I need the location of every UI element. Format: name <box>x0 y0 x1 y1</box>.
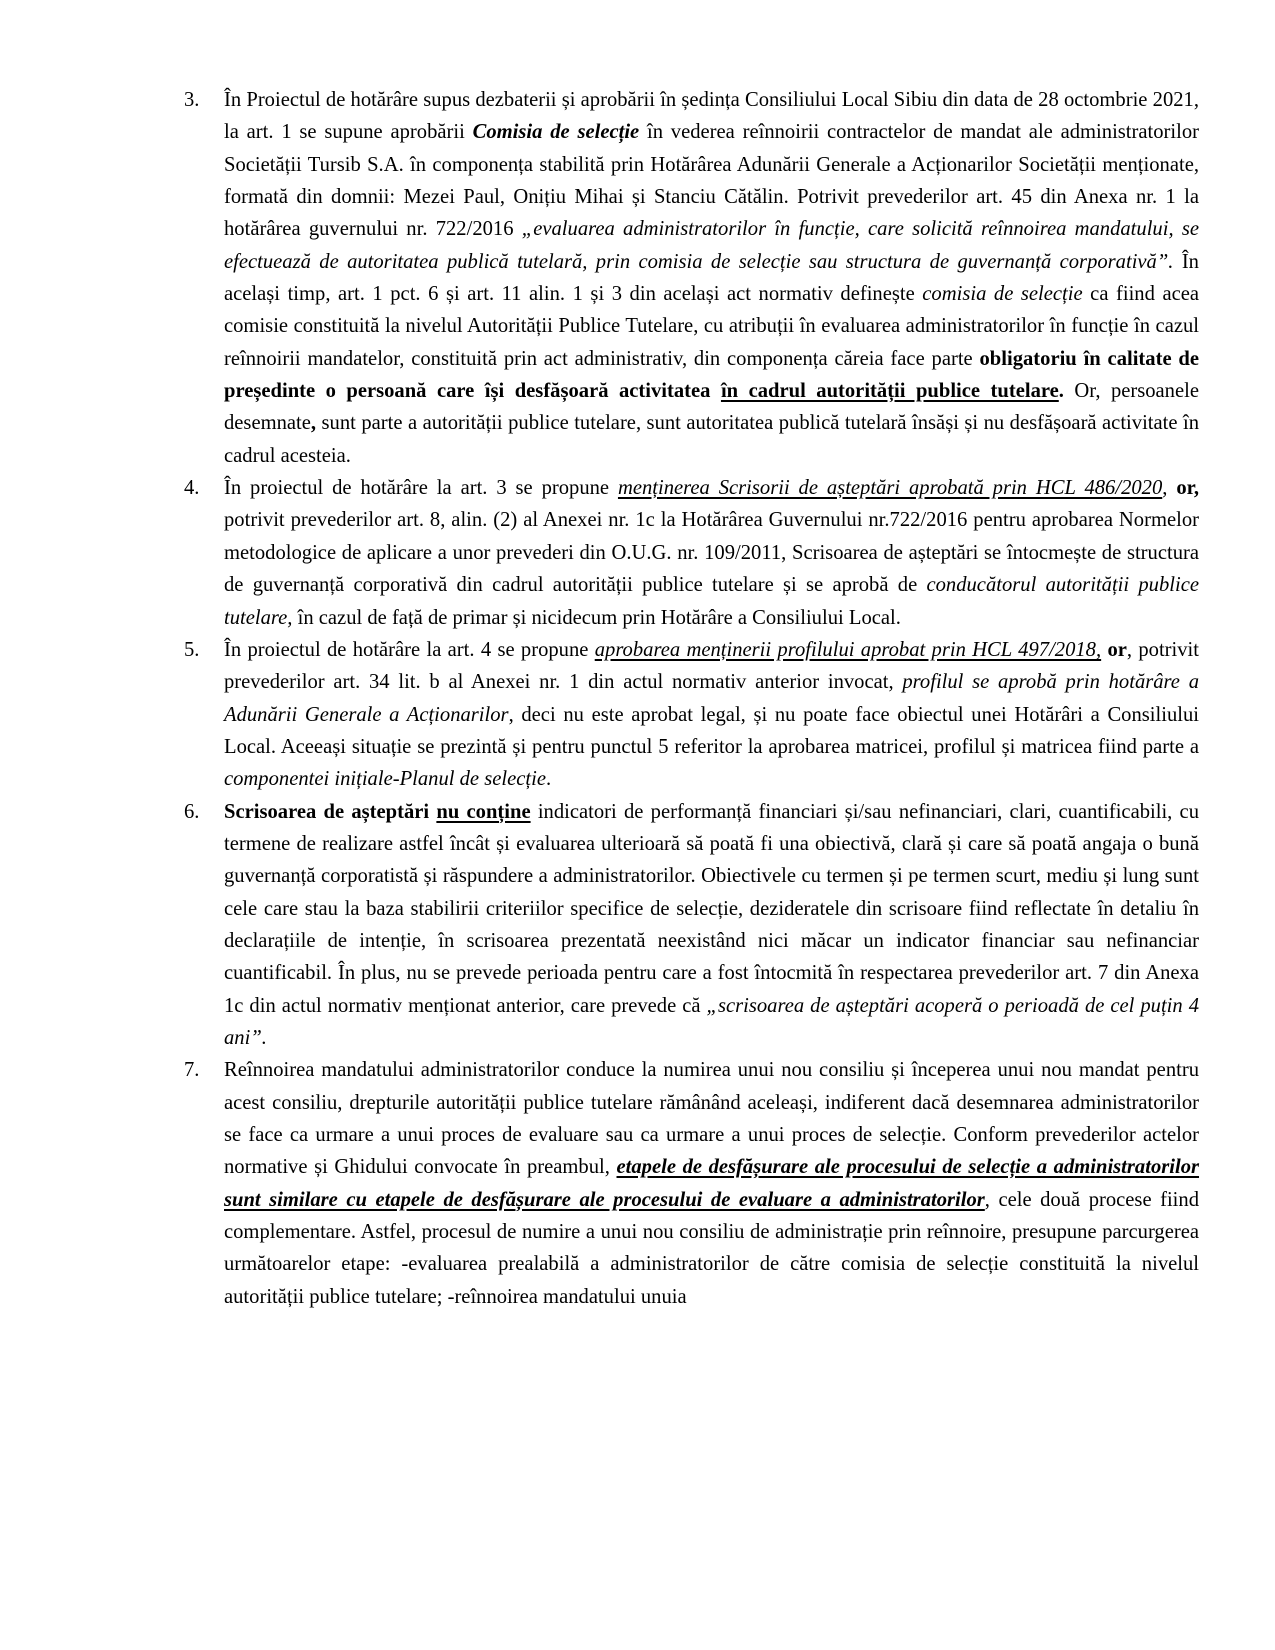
item-text-run: Comisia de selecție <box>472 121 640 144</box>
numbered-paragraph-list <box>184 84 1200 1313</box>
item-text-run: obligatoriu în calitate de președinte o persoană care își desfășoară activitatea <box>224 347 1199 403</box>
list-item <box>184 472 1200 634</box>
item-number: 3. <box>184 89 200 111</box>
item-text-run: . <box>545 768 552 791</box>
item-text-run: , <box>310 412 317 435</box>
item-text-run: etapele de desfășurare ale procesului de selecție a administratorilor sunt similare cu etapele de desfășurare ale procesului de evaluare a administratorilor <box>224 1156 1200 1211</box>
list-item <box>184 796 1199 1055</box>
item-text-run: în vederea reînnoirii contractelor de mandat ale administratorilor Societății Tursib S.A. în componența stabilită prin Hotărârea Adunării Generale a Acționarilor Societății menționate, formată din domnii: Mezei Paul, Onițiu Mihai și Stanciu Cătălin. Potrivit prevederilor art. 45 din Anexa nr. 1 la hotărârea guvernului nr. 722/2016 <box>224 121 1200 241</box>
list-item <box>184 1054 1200 1313</box>
item-number: 7. <box>184 1059 200 1082</box>
item-text-run: „evaluarea administratorilor în funcție, care solicită reînnoirea mandatului, se efectuează de autoritatea publică tutelară, prin comisia de selecție sau structura de guvernanță corporativă”. <box>224 218 1199 273</box>
item-text-run: menținerea Scrisorii de așteptări aprobată prin HCL 486/2020 <box>617 477 1163 500</box>
item-text-run: ca fiind acea comisie constituită la nivelul Autorității Publice Tutelare, cu atribuții în evaluarea administratorilor în funcție în cazul reînnoirii mandatelor, constituită prin act administrativ, din componența căreia face parte <box>224 283 1200 370</box>
item-text-run: În proiectul de hotărâre la art. 4 se propune <box>224 638 595 661</box>
list-item <box>184 84 1200 472</box>
item-text-run: , deci nu este aprobat legal, și nu poate face obiectul unei Hotărâri a Consiliului Local. Aceeași situație se prezintă și pentru punctul 5 referitor la aprobarea matricei, profilul și matricea fiind parte a <box>224 703 1199 758</box>
item-text-run: . <box>1058 380 1064 403</box>
item-number: 5. <box>184 638 200 661</box>
item-text-run: potrivit prevederilor art. 8, alin. (2) al Anexei nr. 1c la Hotărârea Guvernului nr.722/2016 pentru aprobarea Normelor metodologice de aplicare a unor prevederi din O.U.G. nr. 109/2011, Scrisoarea de așteptări se întocmește de structura de guvernanță corporativă din cadrul autorității publice tutelare și se aprobă de <box>224 509 1199 597</box>
item-text-run: conducătorul autorității publice tutelare, <box>224 574 1199 629</box>
item-text-run: , potrivit prevederilor art. 34 lit. b al Anexei nr. 1 din actul normativ anterior invocat, <box>224 638 1199 694</box>
item-text-run: În Proiectul de hotărâre supus dezbaterii și aprobării în ședința Consiliului Local Sibiu din data de 28 octombrie 2021, la art. 1 se supune aprobării <box>224 89 1199 144</box>
item-text-run: componentei inițiale-Planul de selecție <box>224 768 546 791</box>
item-number: 4. <box>184 477 200 500</box>
item-text-run: comisia de selecție <box>922 283 1083 306</box>
item-text-run: sunt parte a autorității publice tutelare, sunt autoritatea publică tutelară însăși și nu desfășoară activitate în cadrul acesteia. <box>224 412 1199 467</box>
item-text-run: Reînnoirea mandatului administratorilor conduce la numirea unui nou consiliu și începerea unui nou mandat pentru acest consiliu, drepturile autorității publice tutelare rămânând aceleași, indiferent dacă desemnarea administratorilor se face ca urmare a unui proces de evaluare sau ca urmare a unui proces de selecție. Conform prevederilor actelor normative și Ghidului convocate în preambul, <box>224 1059 1199 1179</box>
item-text-run: nu conține <box>436 800 531 823</box>
item-text-run: Scrisoarea de așteptări <box>224 800 437 823</box>
item-text-run: „scrisoarea de așteptări acoperă o perioadă de cel puțin 4 ani”. <box>224 994 1199 1049</box>
item-text-run: profilul se aprobă prin hotărâre a Adunării Generale a Acționarilor <box>224 671 1199 726</box>
item-text-run: Or, persoanele desemnate <box>224 380 1199 435</box>
item-text-run: în cadrul autorității publice tutelare <box>720 380 1059 403</box>
item-text-run: , <box>1162 477 1177 500</box>
item-text-run: or, <box>1176 477 1200 500</box>
item-text-run: În același timp, art. 1 pct. 6 și art. 11 alin. 1 și 3 din același act normativ definește <box>224 250 1199 306</box>
item-text-run: în cazul de față de primar și nicidecum prin Hotărâre a Consiliului Local. <box>292 606 901 629</box>
item-text-run: aprobarea menținerii profilului aprobat prin HCL 497/2018, <box>594 638 1102 661</box>
item-text-run: or <box>1107 638 1127 661</box>
item-text-run: , cele două procese fiind complementare. Astfel, procesul de numire a unui nou consiliu de administrație prin reînnoire, presupune parcurgerea următoarelor etape: -evaluarea prealabilă a administratorilor de către comisia de selecție constituită la nivelul autorității publice tutelare; -reînnoirea mandatului unuia <box>224 1188 1199 1308</box>
item-number: 6. <box>184 800 200 823</box>
list-item <box>184 634 1199 796</box>
item-text-run: indicatori de performanță financiari și/sau nefinanciari, clari, cuantificabili, cu termene de realizare astfel încât și evaluarea ulterioară să poată fi una obiectivă, clară și care să poată angaja o bună guvernanță corporatistă și răspundere a administratorilor. Obiectivele cu termen și pe termen scurt, mediu și lung sunt cele care stau la baza stabilirii criteriilor specifice de selecție, dezideratele din scrisoare fiind reflectate în detaliu în declarațiile de intenție, în scrisoarea prezentată neexistând nici măcar un indicator financiar sau nefinanciar cuantificabil. În plus, nu se prevede perioada pentru care a fost întocmită în respectarea prevederilor art. 7 din Anexa 1c din actul normativ menționat anterior, care prevede că <box>224 800 1199 1017</box>
item-text-run: În proiectul de hotărâre la art. 3 se propune <box>224 477 618 500</box>
